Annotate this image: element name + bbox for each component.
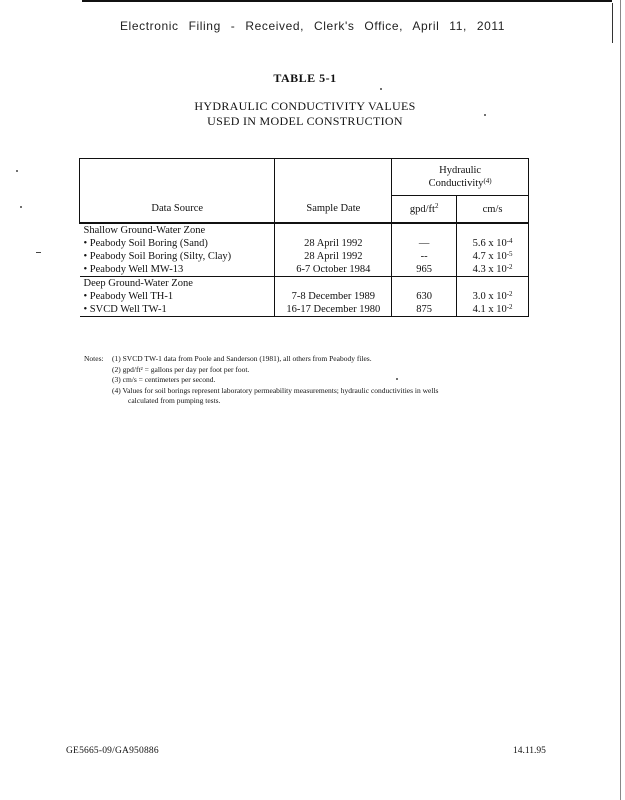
cell-gpd: 875 (392, 303, 457, 317)
header-conductivity: Conductivity (428, 178, 484, 189)
cell-cms-base: 4.7 x 10 (472, 251, 507, 262)
subtitle-line-2: USED IN MODEL CONSTRUCTION (207, 114, 403, 128)
cell-blank (392, 277, 457, 291)
hydraulic-conductivity-table (79, 158, 529, 317)
cell-cms (457, 303, 529, 317)
table-notes (84, 354, 544, 407)
note-continuation: calculated from pumping tests. (128, 396, 221, 405)
cell-date: 7-8 December 1989 (275, 290, 392, 303)
scan-speck (20, 206, 22, 208)
cell-cms-base: 3.0 x 10 (472, 291, 507, 302)
table-title: TABLE 5-1 (273, 71, 337, 85)
header-gpd-unit (392, 196, 457, 224)
cell-cms (457, 250, 529, 263)
cell-gpd: — (392, 237, 457, 250)
filing-stamp: Electronic Filing - Received, Clerk's Office, April 11, 2011 (119, 19, 506, 33)
cell-date: 6-7 October 1984 (275, 263, 392, 277)
cell-cms (457, 237, 529, 250)
group-title-row (80, 223, 529, 237)
cell-cms-base: 4.1 x 10 (472, 304, 507, 315)
cell-cms-base: 4.3 x 10 (472, 264, 507, 275)
scan-speck (484, 114, 486, 116)
header-blank-source (80, 159, 275, 196)
cell-source: • Peabody Well MW-13 (83, 264, 184, 275)
scan-speck (16, 170, 18, 172)
document-code: GE5665-09/GA950886 (66, 746, 159, 756)
cell-blank (457, 277, 529, 291)
note-row (84, 354, 544, 365)
note-item: (4) Values for soil borings represent laboratory permeability measurements; hydraulic conductivities in wells (112, 385, 439, 395)
cell-source: • Peabody Soil Boring (Silty, Clay) (83, 251, 232, 262)
group-title-row (80, 277, 529, 291)
cell-gpd: 965 (392, 263, 457, 277)
header-row-1 (80, 159, 529, 196)
table-row (80, 263, 529, 277)
header-gpd-unit-text: gpd/ft (409, 203, 435, 215)
note-item: (2) gpd/ft² = gallons per day per foot per foot. (112, 364, 250, 374)
cell-gpd: -- (392, 250, 457, 263)
cell-cms-exp: -2 (506, 263, 513, 271)
cell-blank (275, 277, 392, 291)
cell-cms-exp: -2 (506, 303, 513, 311)
header-gpd-sup: 2 (434, 201, 439, 210)
notes-label: Notes: (84, 354, 104, 363)
group-title: Deep Ground-Water Zone (80, 277, 275, 291)
cell-date: 28 April 1992 (275, 237, 392, 250)
top-edge-rule (82, 0, 612, 2)
header-data-source: Data Source (80, 196, 275, 224)
cell-cms-exp: -4 (506, 237, 513, 245)
header-sample-date: Sample Date (275, 196, 392, 224)
subtitle-line-1: HYDRAULIC CONDUCTIVITY VALUES (194, 99, 416, 113)
scan-speck (396, 378, 398, 380)
header-hydraulic-conductivity (392, 159, 529, 196)
cell-source: • Peabody Well TH-1 (83, 291, 174, 302)
group-title: Shallow Ground-Water Zone (83, 225, 206, 236)
cell-cms (457, 263, 529, 277)
cell-blank (392, 223, 457, 237)
table-subtitle (0, 99, 610, 129)
table-row (80, 290, 529, 303)
header-conductivity-note: (4) (483, 177, 492, 185)
cell-cms (457, 290, 529, 303)
header-cms-unit: cm/s (457, 196, 529, 224)
cell-date: 28 April 1992 (275, 250, 392, 263)
header-hydraulic: Hydraulic (439, 165, 482, 176)
cell-cms-exp: -2 (506, 290, 513, 298)
cell-blank (275, 223, 392, 237)
note-item: (1) SVCD TW-1 data from Poole and Sanderson (1981), all others from Peabody files. (112, 354, 372, 363)
right-margin-line (620, 0, 621, 800)
cell-source: • Peabody Soil Boring (Sand) (83, 238, 208, 249)
note-item: (3) cm/s = centimeters per second. (112, 375, 216, 384)
cell-cms-base: 5.6 x 10 (472, 238, 507, 249)
table-row (80, 237, 529, 250)
cell-cms-exp: -5 (506, 250, 513, 258)
header-row-2 (80, 196, 529, 224)
header-blank-date (275, 159, 392, 196)
scan-speck (36, 252, 41, 253)
table-row (80, 250, 529, 263)
cell-gpd: 630 (392, 290, 457, 303)
cell-date: 16-17 December 1980 (275, 303, 392, 317)
document-date: 14.11.95 (513, 746, 546, 756)
table-row (80, 303, 529, 317)
cell-source: • SVCD Well TW-1 (80, 303, 275, 317)
cell-blank (457, 223, 529, 237)
scan-speck (380, 88, 382, 90)
